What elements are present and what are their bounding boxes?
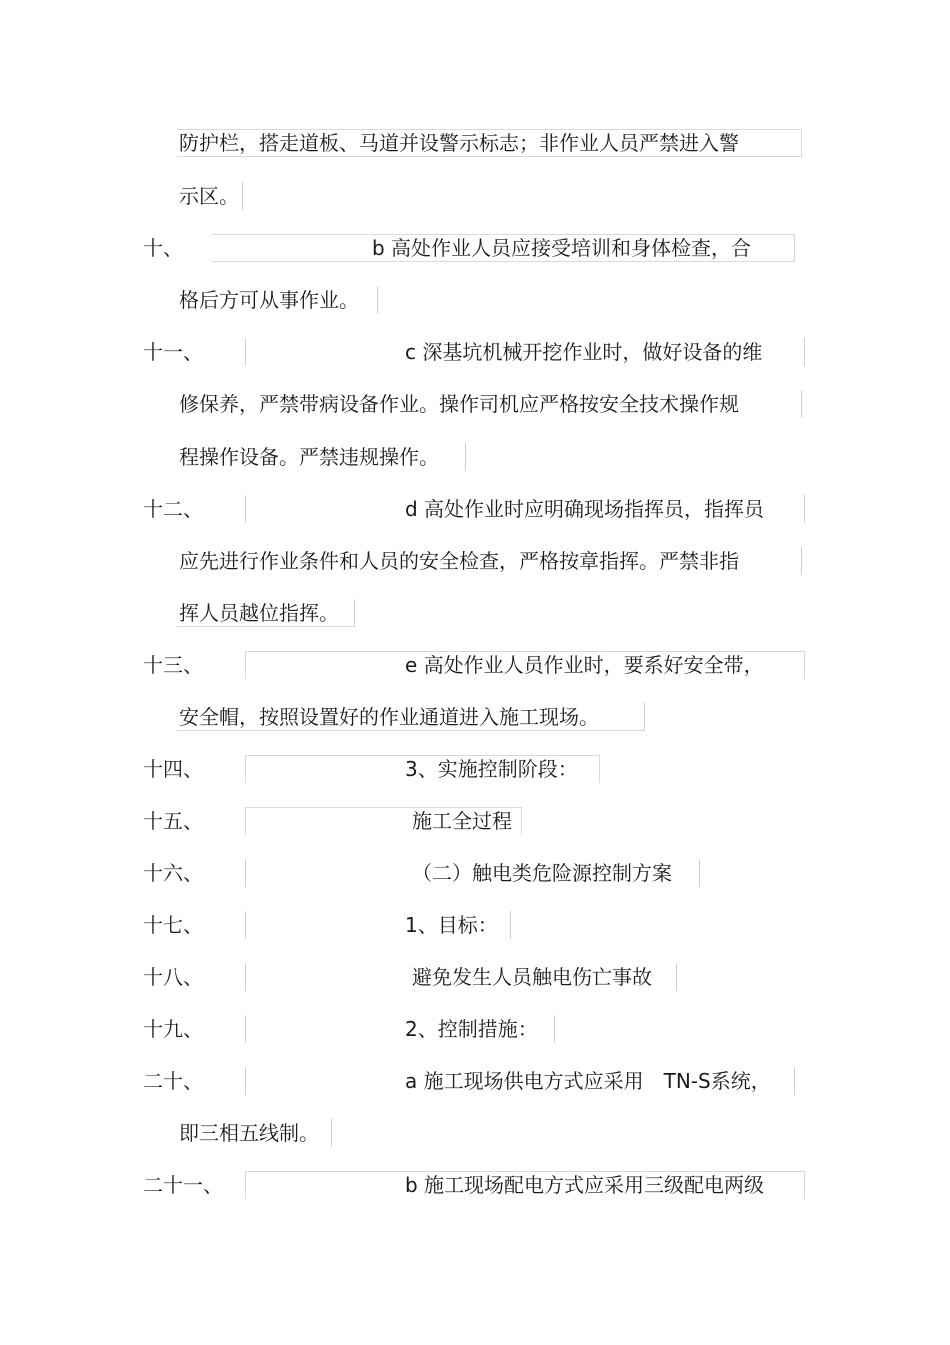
paragraph-line: 示区。 — [179, 184, 239, 208]
paragraph-line: 挥人员越位指挥。 — [179, 601, 339, 625]
paragraph-line: 施工全过程 — [412, 809, 512, 833]
paragraph-line: 防护栏，搭走道板、马道并设警示标志；非作业人员严禁进入警 — [179, 131, 739, 155]
item-number: 十二、 — [143, 497, 203, 521]
paragraph-line: a 施工现场供电方式应采用 TN-S系统， — [405, 1069, 771, 1093]
section-heading: 3、实施控制阶段： — [405, 757, 578, 781]
section-heading: （二）触电类危险源控制方案 — [412, 861, 672, 885]
item-number: 十一、 — [143, 340, 203, 364]
paragraph-line: e 高处作业人员作业时，要系好安全带， — [405, 653, 764, 677]
item-number: 十八、 — [143, 965, 203, 989]
item-number: 十三、 — [143, 653, 203, 677]
item-number: 二十一、 — [143, 1173, 223, 1197]
paragraph-line: 避免发生人员触电伤亡事故 — [412, 965, 652, 989]
paragraph-line: 应先进行作业条件和人员的安全检查，严格按章指挥。严禁非指 — [179, 549, 739, 573]
paragraph-line: 格后方可从事作业。 — [179, 288, 359, 312]
paragraph-line: d 高处作业时应明确现场指挥员，指挥员 — [405, 497, 765, 521]
item-number: 十四、 — [143, 757, 203, 781]
paragraph-line: 安全帽，按照设置好的作业通道进入施工现场。 — [179, 705, 599, 729]
section-heading: 2、控制措施： — [405, 1017, 538, 1041]
paragraph-line: b 高处作业人员应接受培训和身体检查，合 — [372, 236, 752, 260]
item-number: 十九、 — [143, 1017, 203, 1041]
item-number: 十七、 — [143, 913, 203, 937]
paragraph-line: 即三相五线制。 — [179, 1121, 319, 1145]
item-number: 二十、 — [143, 1069, 203, 1093]
item-number: 十六、 — [143, 861, 203, 885]
item-number: 十、 — [143, 236, 183, 260]
paragraph-line: b 施工现场配电方式应采用三级配电两级 — [405, 1173, 765, 1197]
paragraph-line: c 深基坑机械开挖作业时，做好设备的维 — [405, 340, 763, 364]
section-heading: 1、目标： — [405, 913, 498, 937]
paragraph-line: 程操作设备。严禁违规操作。 — [179, 445, 439, 469]
paragraph-line: 修保养，严禁带病设备作业。操作司机应严格按安全技术操作规 — [179, 392, 739, 416]
item-number: 十五、 — [143, 809, 203, 833]
